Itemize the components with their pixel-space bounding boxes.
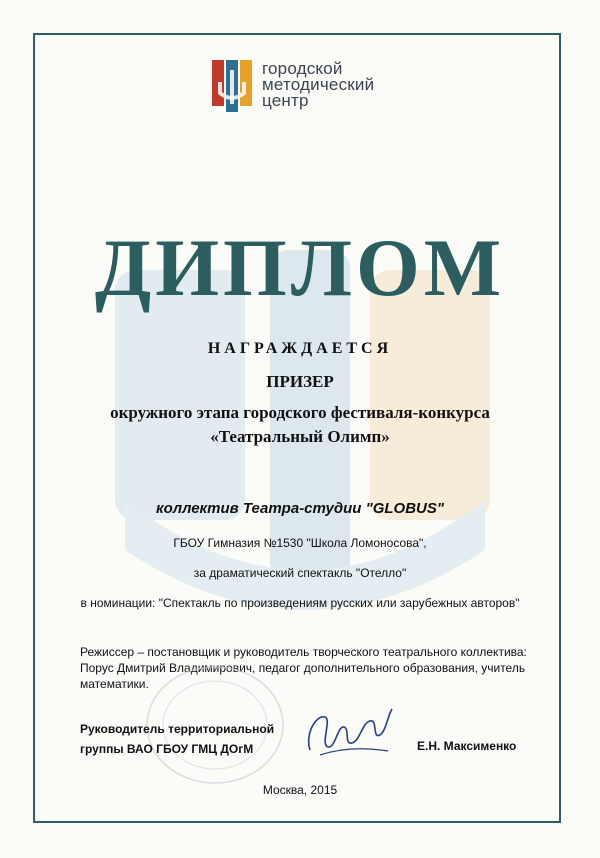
logo-text — [262, 61, 374, 109]
leader-line-1: Руководитель территориальной — [80, 722, 275, 736]
festival-stage-line: окружного этапа городского фестиваля-конкурса — [110, 403, 490, 422]
logo-line-3: центр — [262, 91, 309, 110]
signature-icon — [300, 695, 395, 765]
logo-line-2: методический — [262, 75, 375, 94]
play-title: за драматический спектакль "Отелло" — [193, 566, 407, 580]
director-line-3: математики. — [80, 677, 149, 691]
awarded-heading: НАГРАЖДАЕТСЯ — [207, 340, 393, 357]
school-name: ГБОУ Гимназия №1530 "Школа Ломоносова", — [173, 536, 427, 550]
collective-name: коллектив Театра-студии "GLOBUS" — [155, 500, 444, 517]
leader-line-2: группы ВАО ГБОУ ГМЦ ДОгМ — [80, 742, 254, 756]
director-line-1: Режиссер – постановщик и руководитель творческого театрального коллектива: — [80, 645, 527, 659]
nomination-text: в номинации: "Спектакль по произведениям русских или зарубежных авторов" — [80, 596, 520, 610]
logo-line-1: городской — [262, 59, 343, 78]
place-and-year: Москва, 2015 — [262, 783, 338, 797]
director-line-2: Порус Дмитрий Владимирович, педагог дополнительного образования, учитель — [80, 661, 526, 675]
prize-heading: ПРИЗЕР — [266, 372, 334, 391]
leader-title — [80, 719, 274, 759]
diploma-title: ДИПЛОМ — [94, 222, 506, 313]
leader-name: Е.Н. Максименко — [417, 739, 517, 753]
festival-name-line: «Театральный Олимп» — [210, 427, 390, 446]
